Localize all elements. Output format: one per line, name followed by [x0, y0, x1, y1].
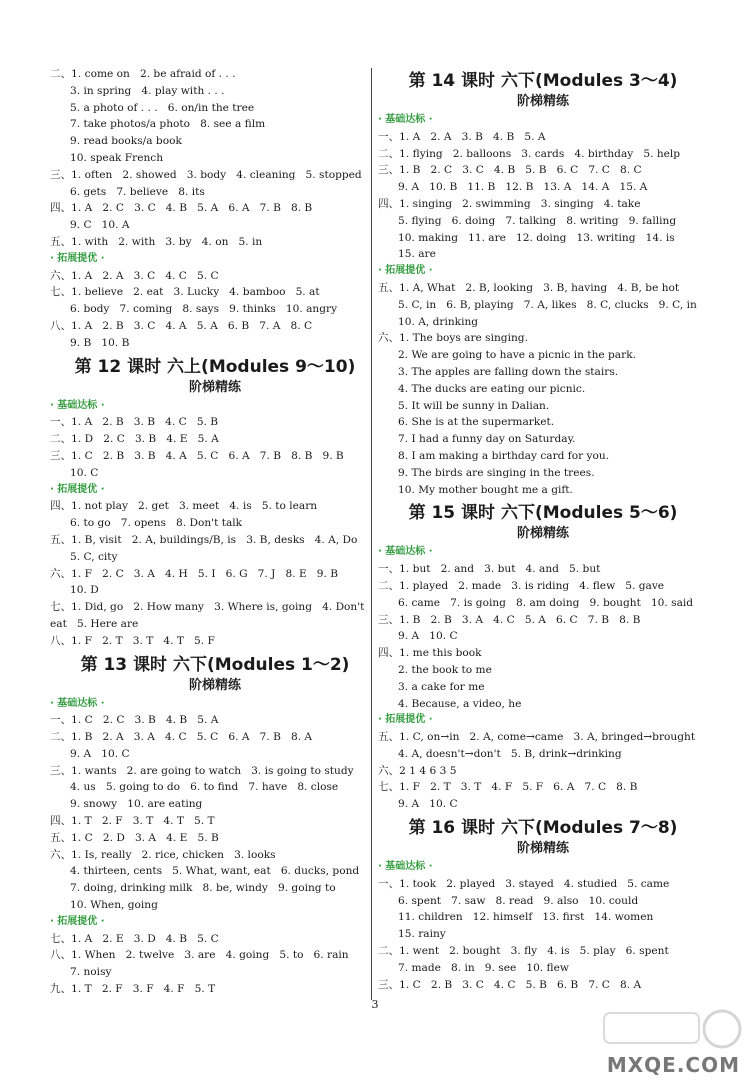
answer-line: 八、1. F 2. T 3. T 4. T 5. F [50, 634, 215, 647]
answer-line: 一、1. C 2. C 3. B 4. B 5. A [50, 714, 219, 727]
answer-line: 10. speak French [70, 151, 164, 164]
answer-line: 9. B 10. B [70, 336, 130, 349]
section-subtitle: 阶梯精练 [516, 526, 569, 542]
section-title: 第 12 课时 六上(Modules 9～10) [74, 356, 356, 377]
answer-line: 五、1. B, visit 2. A, buildings/B, is 3. B, desks 4. A, Do [50, 533, 358, 546]
answer-line: 二、1. flying 2. balloons 3. cards 4. birthday 5. help [378, 147, 681, 160]
answer-line: 8. I am making a birthday card for you. [398, 449, 610, 462]
answer-line: 六、1. F 2. C 3. A 4. H 5. I 6. G 7. J 8. E 9. B [50, 567, 339, 580]
column-divider [371, 68, 372, 1000]
right-column [378, 66, 708, 993]
answer-line: 6. came 7. is going 8. am doing 9. bought 10. said [398, 596, 694, 609]
section-title: 第 16 课时 六下(Modules 7～8) [408, 818, 678, 839]
level-tag: · 基础达标 · [378, 861, 433, 873]
level-tag: · 基础达标 · [378, 546, 433, 558]
answer-line: 6. to go 7. opens 8. Don't talk [70, 517, 243, 530]
answer-line: 7. take photos/a photo 8. see a film [70, 118, 266, 131]
answer-line: 四、1. singing 2. swimming 3. singing 4. take [378, 197, 641, 210]
answer-line: 三、1. C 2. B 3. B 4. A 5. C 6. A 7. B 8. B 9. B [50, 449, 344, 462]
section-subtitle: 阶梯精练 [188, 677, 241, 693]
answer-line: 六、1. A 2. A 3. C 4. C 5. C [50, 269, 219, 282]
section-subtitle: 阶梯精练 [516, 841, 569, 857]
answer-line: 9. The birds are singing in the trees. [398, 466, 595, 479]
answer-line: 五、1. A, What 2. B, looking 3. B, having 4. B, be hot [378, 281, 680, 294]
answer-line: 11. children 12. himself 13. first 14. women [398, 911, 654, 924]
section-subtitle: 阶梯精练 [516, 94, 569, 109]
level-tag: · 拓展提优 · [378, 714, 433, 726]
answer-line: 9. A 10. C [398, 798, 458, 811]
section-subtitle: 阶梯精练 [188, 379, 241, 395]
answer-line: 二、1. B 2. A 3. A 4. C 5. C 6. A 7. B 8. A [50, 731, 313, 744]
answer-line: 9. snowy 10. are eating [70, 798, 203, 811]
answer-line: 9. A 10. C [70, 747, 130, 760]
answer-line: 7. I had a funny day on Saturday. [398, 433, 576, 446]
answer-line: 一、1. A 2. B 3. B 4. C 5. B [50, 416, 219, 429]
answer-line: 二、1. played 2. made 3. is riding 4. flew 5. gave [378, 579, 665, 592]
answer-line: 一、1. took 2. played 3. stayed 4. studied 5. came [378, 877, 670, 890]
answer-line: 6. body 7. coming 8. says 9. thinks 10. angry [70, 303, 338, 316]
answer-line: 9. C 10. A [70, 219, 130, 232]
answer-line: 10. A, drinking [398, 315, 479, 328]
answer-line: 9. read books/a book [70, 135, 182, 148]
answer-line: 10. My mother bought me a gift. [398, 483, 573, 496]
answer-line: 五、1. C, on→in 2. A, come→came 3. A, bringed→brought [378, 731, 696, 744]
answer-line: 5. C, city [70, 550, 118, 563]
answer-line: 七、1. F 2. T 3. T 4. F 5. F 6. A 7. C 8. B [378, 781, 638, 794]
section-title: 第 13 课时 六下(Modules 1～2) [80, 654, 350, 675]
answer-line: 四、1. not play 2. get 3. meet 4. is 5. to learn [50, 500, 318, 513]
answer-line: 10. When, going [70, 899, 158, 912]
answer-line: 6. gets 7. believe 8. its [70, 185, 205, 198]
answer-line: 10. D [70, 584, 99, 597]
left-column [50, 66, 380, 998]
answer-line: 15. rainy [398, 928, 446, 941]
answer-line: 7. noisy [70, 966, 112, 979]
answer-line: 15. are [398, 248, 436, 261]
answer-line: 七、1. A 2. E 3. D 4. B 5. C [50, 932, 219, 945]
answer-line: 7. made 8. in 9. see 10. flew [398, 961, 569, 974]
answer-line: 4. Because, a video, he [398, 697, 522, 710]
page-number: 3 [371, 998, 379, 1011]
answer-line: 二、1. D 2. C 3. B 4. E 5. A [50, 433, 219, 446]
answer-line: 6. She is at the supermarket. [398, 416, 555, 429]
answer-line: 5. flying 6. doing 7. talking 8. writing 9. falling [398, 214, 677, 227]
answer-line: 一、1. but 2. and 3. but 4. and 5. but [378, 563, 601, 576]
section-title: 第 14 课时 六下(Modules 3～4) [408, 71, 678, 91]
answer-line: 六、1. Is, really 2. rice, chicken 3. looks [50, 848, 276, 861]
answer-line: 4. The ducks are eating our picnic. [398, 382, 586, 395]
answer-line: 3. in spring 4. play with . . . [70, 84, 225, 97]
answer-line: 六、1. The boys are singing. [378, 332, 528, 345]
level-tag: · 基础达标 · [50, 399, 105, 411]
answer-line: 10. C [70, 466, 99, 479]
level-tag: · 拓展提优 · [50, 483, 105, 495]
answer-line: 一、1. A 2. A 3. B 4. B 5. A [378, 130, 546, 143]
answer-line: 五、1. with 2. with 3. by 4. on 5. in [50, 235, 263, 248]
answer-line: 4. A, doesn't→don't 5. B, drink→drinking [398, 747, 622, 760]
answer-line: 七、1. believe 2. eat 3. Lucky 4. bamboo 5. at [50, 286, 320, 299]
answer-line: 四、1. me this book [378, 647, 482, 660]
answer-line: 八、1. When 2. twelve 3. are 4. going 5. to 6. rain [50, 949, 349, 962]
answer-line: 5. It will be sunny in Dalian. [398, 399, 550, 412]
answer-line: 9. A 10. B 11. B 12. B 13. A 14. A 15. A [398, 181, 648, 194]
level-tag: · 基础达标 · [50, 697, 105, 709]
answer-line: 二、1. went 2. bought 3. fly 4. is 5. play 6. spent [378, 945, 669, 958]
answer-line: 三、1. B 2. C 3. C 4. B 5. B 6. C 7. C 8. C [378, 164, 642, 177]
answer-line: 三、1. wants 2. are going to watch 3. is going to study [50, 764, 354, 777]
watermark-text: MXQE.COM [606, 1053, 740, 1077]
level-tag: · 基础达标 · [378, 114, 433, 125]
level-tag: · 拓展提优 · [50, 915, 105, 927]
answer-line: 6. spent 7. saw 8. read 9. also 10. could [398, 894, 639, 907]
answer-line: 二、1. come on 2. be afraid of . . . [50, 68, 236, 80]
answer-line: 四、1. T 2. F 3. T 4. T 5. T [50, 815, 215, 828]
answer-line: 七、1. Did, go 2. How many 3. Where is, going 4. Don't [50, 601, 365, 614]
answer-line: 九、1. T 2. F 3. F 4. F 5. T [50, 983, 216, 996]
answer-line: 五、1. C 2. D 3. A 4. E 5. B [50, 831, 219, 844]
answer-line: 三、1. B 2. B 3. A 4. C 5. A 6. C 7. B 8. B [378, 613, 641, 626]
answer-line: 三、1. C 2. B 3. C 4. C 5. B 6. B 7. C 8. A [378, 978, 642, 991]
answer-line: 2. the book to me [398, 663, 492, 676]
answer-line: 3. The apples are falling down the stairs. [398, 365, 619, 378]
answer-line: 10. making 11. are 12. doing 13. writing 14. is [398, 231, 675, 244]
answer-line: 四、1. A 2. C 3. C 4. B 5. A 6. A 7. B 8. B [50, 202, 313, 215]
answer-line: 3. a cake for me [398, 680, 485, 693]
answer-line: 2. We are going to have a picnic in the park. [398, 349, 636, 362]
answer-line: 六、2 1 4 6 3 5 [378, 764, 457, 777]
answer-line: 4. thirteen, cents 5. What, want, eat 6. ducks, pond [70, 865, 360, 878]
answer-line: eat 5. Here are [50, 617, 139, 630]
answer-line: 5. a photo of . . . 6. on/in the tree [70, 101, 255, 114]
level-tag: · 拓展提优 · [50, 252, 105, 264]
answer-line: 9. A 10. C [398, 630, 458, 643]
section-title: 第 15 课时 六下(Modules 5～6) [408, 503, 678, 524]
answer-line: 八、1. A 2. B 3. C 4. A 5. A 6. B 7. A 8. C [50, 319, 313, 332]
answer-line: 7. doing, drinking milk 8. be, windy 9. going to [70, 882, 336, 895]
answer-line: 三、1. often 2. showed 3. body 4. cleaning 5. stopped [50, 168, 362, 181]
answer-line: 5. C, in 6. B, playing 7. A, likes 8. C, clucks 9. C, in [398, 298, 697, 311]
level-tag: · 拓展提优 · [378, 265, 433, 277]
answer-line: 4. us 5. going to do 6. to find 7. have 8. close [70, 781, 339, 794]
